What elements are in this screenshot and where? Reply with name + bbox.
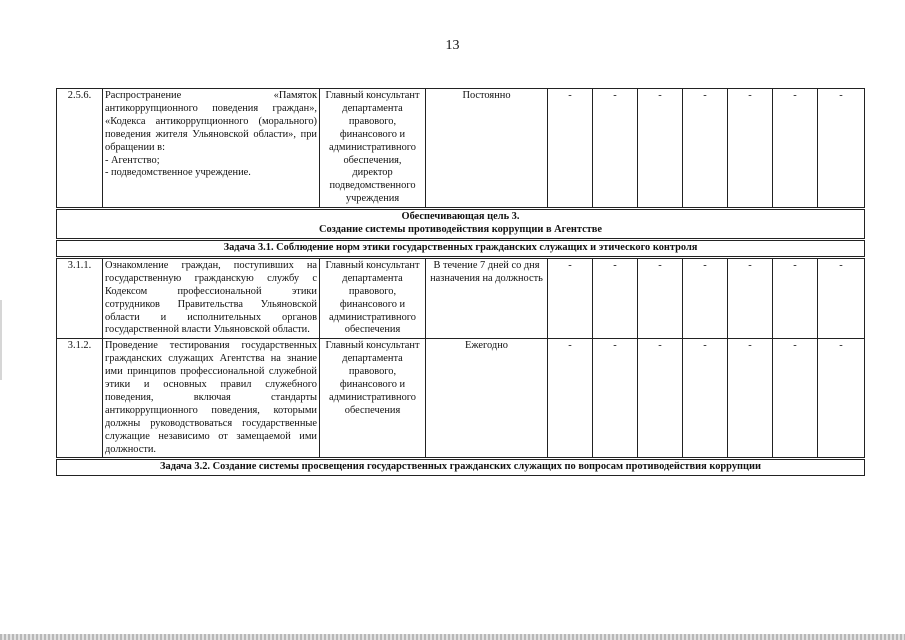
row-value-cell: - xyxy=(818,339,865,459)
row-value-cell: - xyxy=(728,89,773,209)
row-number: 3.1.1. xyxy=(57,257,103,338)
task-3-1-heading xyxy=(57,239,865,257)
row-description: Ознакомление граждан, поступивших на государственную гражданскую службу с Кодексом профессиональной этики сотрудников Правительства Ульяновской области и исполнительных органов государственной власти Ульяновской области. xyxy=(103,257,320,338)
row-responsible: Главный консультант департамента правового, финансового и административного обеспечения xyxy=(320,339,426,459)
row-value-cell: - xyxy=(773,89,818,209)
table-row xyxy=(57,339,865,459)
row-value-cell: - xyxy=(683,89,728,209)
row-value-cell: - xyxy=(773,339,818,459)
goal-3-heading-line: Обеспечивающая цель 3. xyxy=(401,211,520,223)
row-value-cell: - xyxy=(818,257,865,338)
scan-edge xyxy=(0,634,905,640)
table-row xyxy=(57,89,865,209)
scan-fold-mark xyxy=(0,300,2,380)
row-value-cell: - xyxy=(548,339,593,459)
row-value-cell: - xyxy=(548,257,593,338)
goal-3-heading xyxy=(57,209,865,240)
row-value-cell: - xyxy=(638,257,683,338)
row-value-cell: - xyxy=(593,89,638,209)
task-3-2-heading xyxy=(57,459,865,476)
task-3-1-heading-row xyxy=(57,239,865,257)
row-value-cell: - xyxy=(638,339,683,459)
row-description: Проведение тестирования государственных гражданских служащих Агентства на знание ими принципов профессиональной служебной этики и основных правил служебного поведения, включая стандарты антикоррупционного поведения, которыми должны руководствоваться государственные служащие независимо от замещаемой ими должности. xyxy=(103,339,320,459)
anticorruption-plan-table xyxy=(56,88,865,476)
row-value-cell: - xyxy=(548,89,593,209)
row-responsible: Главный консультант департамента правового, финансового и административного обеспечения, директор подведомственного учреждения xyxy=(320,89,426,209)
row-value-cell: - xyxy=(728,339,773,459)
row-value-cell: - xyxy=(818,89,865,209)
row-value-cell: - xyxy=(773,257,818,338)
table-row xyxy=(57,257,865,338)
row-number: 3.1.2. xyxy=(57,339,103,459)
row-value-cell: - xyxy=(683,257,728,338)
task-3-2-heading-row xyxy=(57,459,865,476)
task-3-1-heading-line: Задача 3.1. Соблюдение норм этики государственных гражданских служащих и этического контроля xyxy=(223,241,698,253)
row-value-cell: - xyxy=(593,339,638,459)
row-term: Ежегодно xyxy=(426,339,548,459)
row-number: 2.5.6. xyxy=(57,89,103,209)
goal-3-heading-row xyxy=(57,209,865,240)
row-value-cell: - xyxy=(683,339,728,459)
row-description: Распространение «Памяток антикоррупционного поведения граждан», «Кодекса антикоррупционного (морального) поведения жителя Ульяновской области», при обращении в: - Агентство; - подведомственное учреждение. xyxy=(103,89,320,209)
row-value-cell: - xyxy=(638,89,683,209)
row-responsible: Главный консультант департамента правового, финансового и административного обеспечения xyxy=(320,257,426,338)
row-term: В течение 7 дней со дня назначения на должность xyxy=(426,257,548,338)
row-term: Постоянно xyxy=(426,89,548,209)
row-value-cell: - xyxy=(593,257,638,338)
goal-3-heading-line: Создание системы противодействия коррупции в Агентстве xyxy=(318,224,603,236)
task-3-2-heading-line: Задача 3.2. Создание системы просвещения государственных гражданских служащих по вопросам противодействия коррупции xyxy=(160,461,761,473)
row-value-cell: - xyxy=(728,257,773,338)
page-number: 13 xyxy=(445,38,460,53)
